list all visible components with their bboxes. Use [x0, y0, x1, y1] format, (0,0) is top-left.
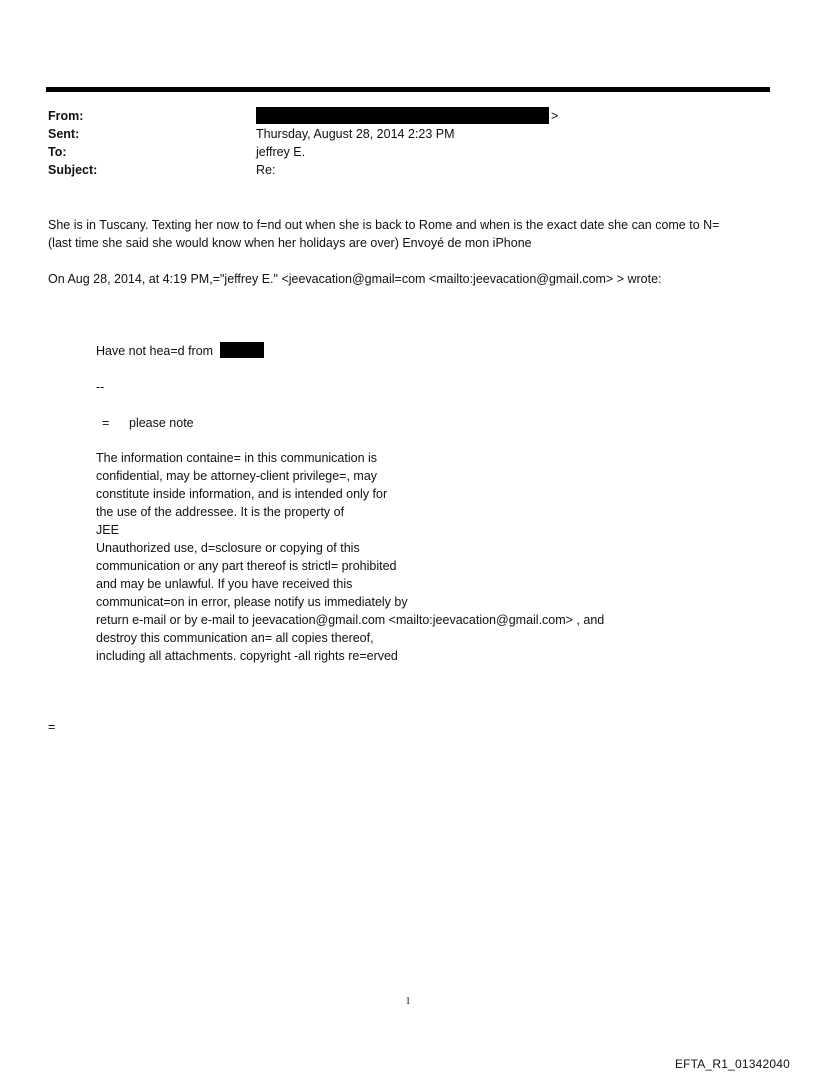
disclaimer-line: confidential, may be attorney-client privilege=, may — [96, 469, 378, 483]
disclaimer-line: constitute inside information, and is intended only for — [96, 487, 388, 501]
note-eq: = — [102, 416, 110, 430]
sent-value: Thursday, August 28, 2014 2:23 PM — [256, 127, 455, 141]
have-not-heard-text: Have not hea=d from — [96, 344, 214, 358]
disclaimer-line: destroy this communication an= all copies thereof, — [96, 631, 374, 645]
quote-header: On Aug 28, 2014, at 4:19 PM,="jeffrey E." <jeevacation@gmail=com <mailto:jeevacation@gmail.com> > wrote: — [48, 272, 662, 286]
disclaimer-line: the use of the addressee. It is the property of — [96, 505, 345, 519]
note-text: please note — [129, 416, 194, 430]
disclaimer-line: JEE — [96, 523, 119, 537]
body-line-1: She is in Tuscany. Texting her now to f=nd out when she is back to Rome and when is the exact date she can come to N= — [48, 218, 720, 232]
header-rule — [46, 87, 770, 92]
disclaimer-line: return e-mail or by e-mail to jeevacation@gmail.com <mailto:jeevacation@gmail.com> , and — [96, 613, 605, 627]
page-number: 1 — [405, 996, 411, 1007]
have-not-heard-line — [96, 342, 264, 360]
disclaimer-line: including all attachments. copyright -all rights re=erved — [96, 649, 398, 663]
to-label: To: — [48, 145, 67, 159]
disclaimer-line: communicat=on in error, please notify us immediately by — [96, 595, 408, 609]
from-suffix: > — [551, 109, 559, 123]
disclaimer-line: Unauthorized use, d=sclosure or copying of this — [96, 541, 360, 555]
subject-label: Subject: — [48, 163, 98, 177]
sent-label: Sent: — [48, 127, 80, 141]
signature-dashes: -- — [96, 380, 105, 394]
disclaimer-line: and may be unlawful. If you have received this — [96, 577, 353, 591]
trailing-eq: = — [48, 720, 56, 734]
disclaimer-line: communication or any part thereof is strictl= prohibited — [96, 559, 397, 573]
from-redaction — [256, 107, 549, 124]
bates-id: EFTA_R1_01342040 — [674, 1057, 790, 1071]
subject-value: Re: — [256, 163, 276, 177]
name-redaction — [220, 342, 264, 358]
disclaimer — [96, 449, 604, 665]
to-value: jeffrey E. — [256, 145, 306, 159]
body-line-2: (last time she said she would know when her holidays are over) Envoyé de mon iPhone — [48, 236, 532, 250]
from-label: From: — [48, 109, 84, 123]
disclaimer-line: The information containe= in this communication is — [96, 451, 378, 465]
